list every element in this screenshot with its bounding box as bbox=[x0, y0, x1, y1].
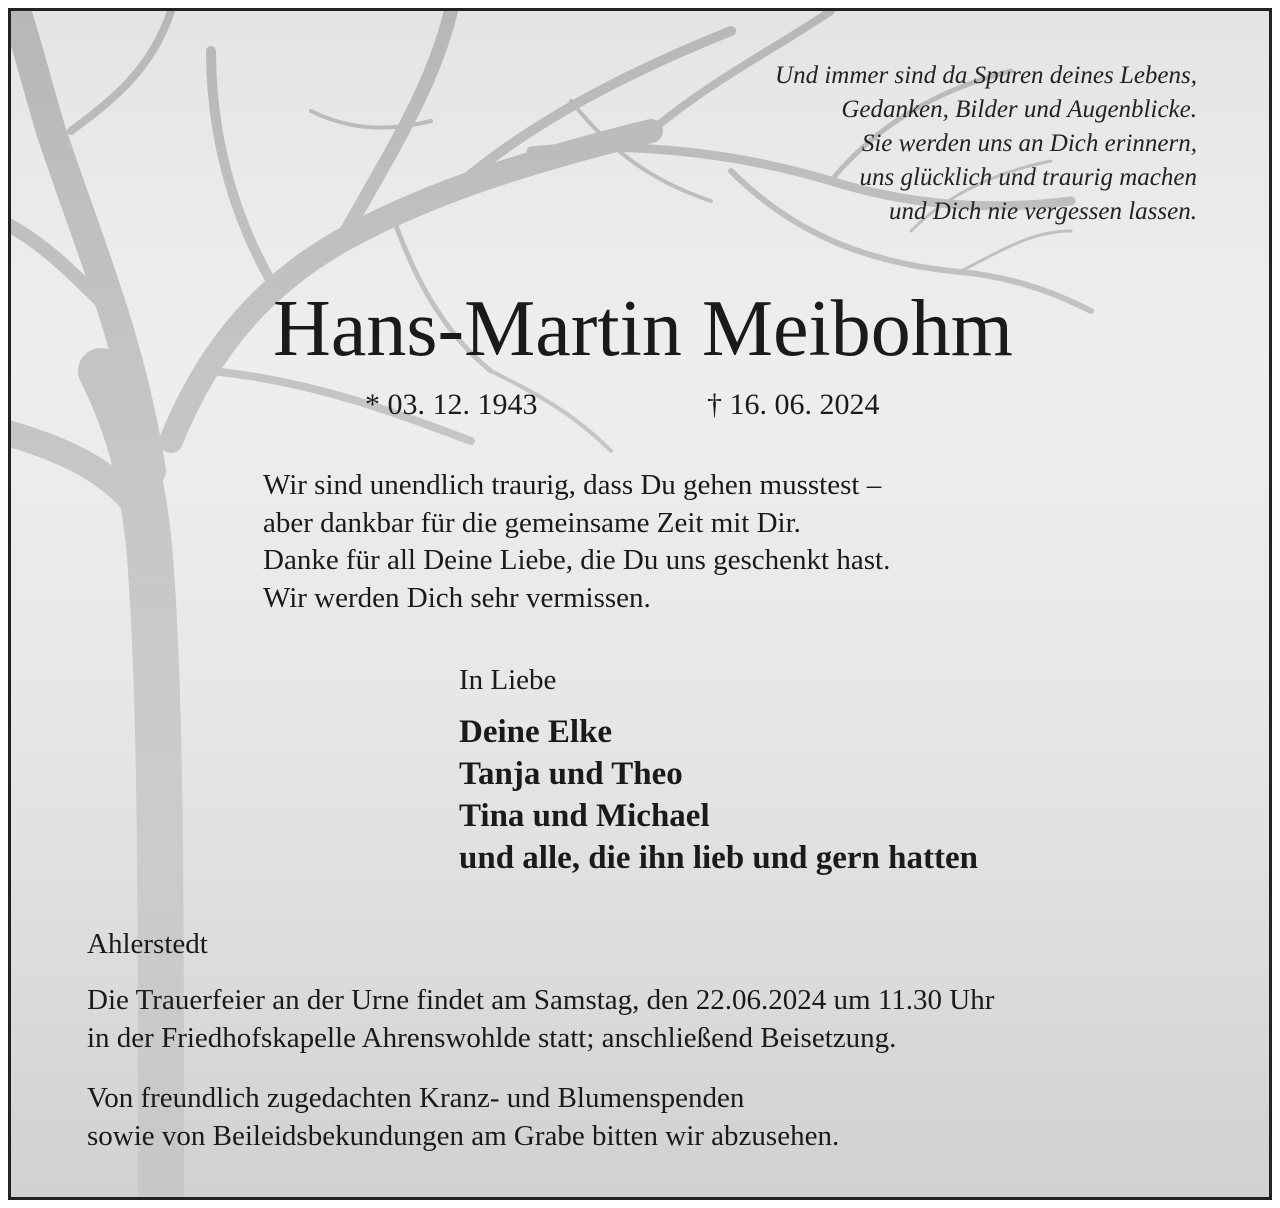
obituary-card bbox=[8, 8, 1272, 1200]
mourners-list bbox=[459, 711, 978, 879]
flowers-notice bbox=[87, 1079, 839, 1155]
mourner-name: Deine Elke bbox=[459, 714, 613, 750]
funeral-service-info bbox=[87, 981, 994, 1057]
condolence-message bbox=[263, 467, 890, 617]
place-name: Ahlerstedt bbox=[87, 928, 208, 960]
mourner-name: Tanja und Theo bbox=[459, 756, 683, 792]
mourner-name: und alle, die ihn lieb und gern hatten bbox=[459, 840, 978, 876]
service-line: in der Friedhofskapelle Ahrenswohlde statt; anschließend Beisetzung. bbox=[87, 1022, 897, 1054]
flowers-line: Von freundlich zugedachten Kranz- und Blumenspenden bbox=[87, 1082, 745, 1114]
flowers-line: sowie von Beileidsbekundungen am Grabe bitten wir abzusehen. bbox=[87, 1120, 840, 1152]
deceased-name: Hans-Martin Meibohm bbox=[273, 285, 1013, 373]
message-line: Wir werden Dich sehr vermissen. bbox=[263, 581, 651, 614]
death-date: † 16. 06. 2024 bbox=[707, 388, 880, 421]
service-line: Die Trauerfeier an der Urne findet am Samstag, den 22.06.2024 um 11.30 Uhr bbox=[87, 984, 995, 1016]
message-line: aber dankbar für die gemeinsame Zeit mit Dir. bbox=[263, 506, 801, 539]
poem-verse bbox=[775, 59, 1197, 229]
message-line: Danke für all Deine Liebe, die Du uns geschenkt hast. bbox=[263, 544, 891, 576]
birth-date: * 03. 12. 1943 bbox=[365, 388, 538, 421]
message-line: Wir sind unendlich traurig, dass Du gehen musstest – bbox=[263, 469, 882, 501]
poem-line: uns glücklich und traurig machen bbox=[859, 164, 1197, 191]
mourner-name: Tina und Michael bbox=[459, 798, 710, 834]
poem-line: Und immer sind da Spuren deines Lebens, bbox=[775, 62, 1197, 89]
poem-line: Sie werden uns an Dich erinnern, bbox=[861, 130, 1197, 157]
poem-line: Gedanken, Bilder und Augenblicke. bbox=[841, 96, 1197, 123]
poem-line: und Dich nie vergessen lassen. bbox=[888, 198, 1197, 225]
in-love-intro: In Liebe bbox=[459, 664, 557, 696]
